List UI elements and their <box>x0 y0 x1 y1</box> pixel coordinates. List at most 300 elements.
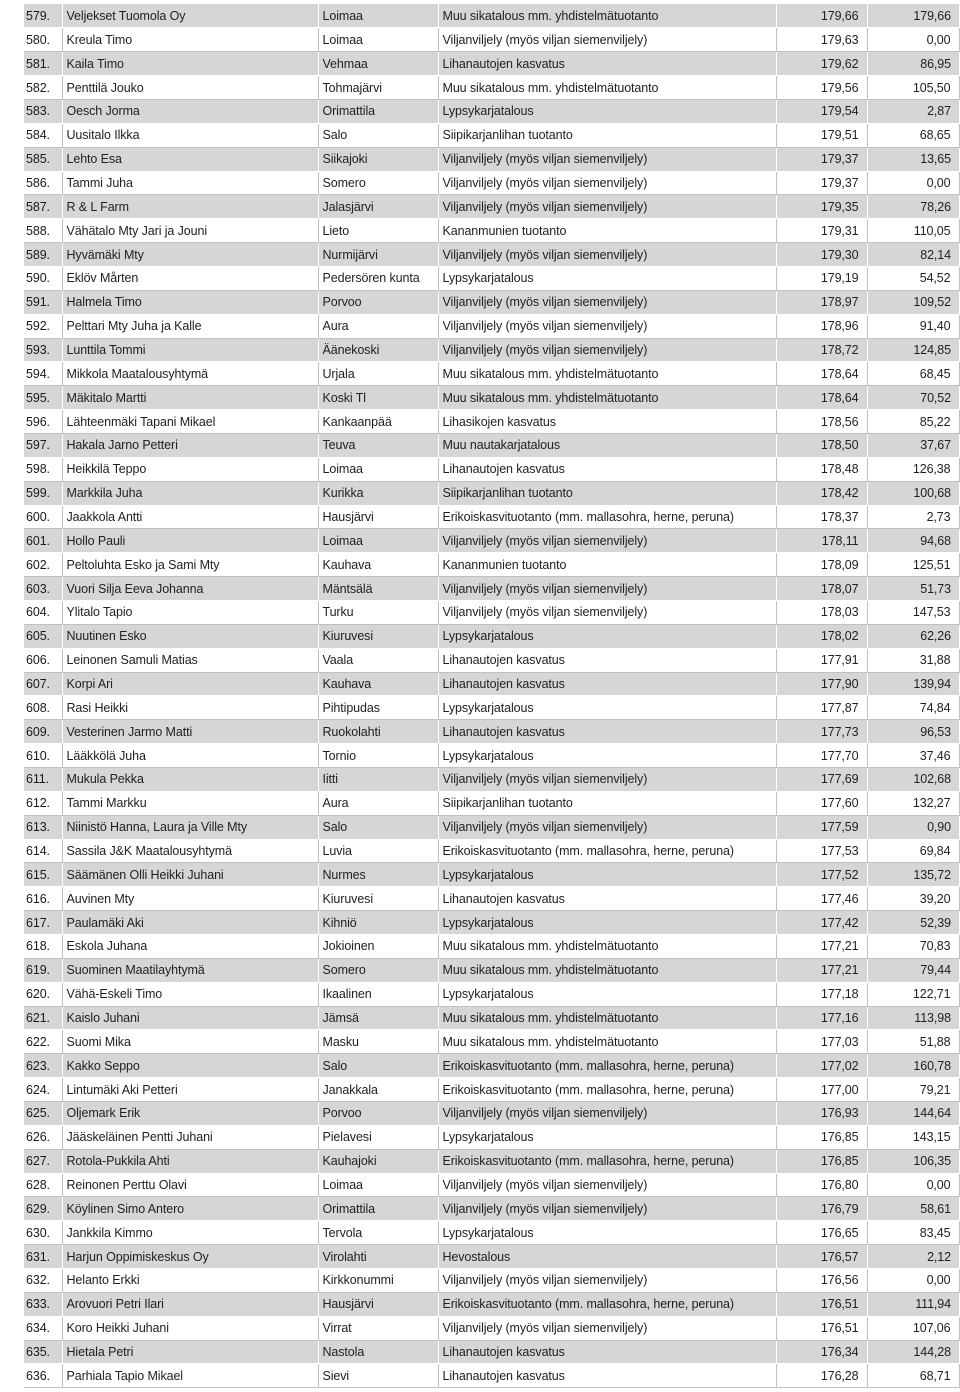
value-1-cell: 176,34 <box>776 1340 867 1364</box>
value-2-cell: 179,66 <box>867 4 959 28</box>
production-type-cell: Siipikarjanlihan tuotanto <box>438 791 776 815</box>
rank-cell: 636. <box>24 1364 62 1388</box>
value-1-cell: 177,46 <box>776 887 867 911</box>
rank-cell: 582. <box>24 76 62 100</box>
production-type-cell: Muu sikatalous mm. yhdistelmätuotanto <box>438 1006 776 1030</box>
municipality-cell: Salo <box>318 815 438 839</box>
value-1-cell: 176,57 <box>776 1245 867 1269</box>
value-1-cell: 178,42 <box>776 481 867 505</box>
value-1-cell: 177,00 <box>776 1078 867 1102</box>
rank-cell: 596. <box>24 410 62 434</box>
farm-name-cell: Lintumäki Aki Petteri <box>62 1078 318 1102</box>
farm-name-cell: Markkila Juha <box>62 481 318 505</box>
farm-name-cell: Korpi Ari <box>62 672 318 696</box>
table-row <box>24 624 959 648</box>
table-row <box>24 529 959 553</box>
farm-name-cell: Nuutinen Esko <box>62 624 318 648</box>
municipality-cell: Lieto <box>318 219 438 243</box>
municipality-cell: Orimattila <box>318 1197 438 1221</box>
value-1-cell: 176,79 <box>776 1197 867 1221</box>
farm-name-cell: Hietala Petri <box>62 1340 318 1364</box>
rank-cell: 592. <box>24 314 62 338</box>
table-row <box>24 410 959 434</box>
table-row <box>24 314 959 338</box>
table-row <box>24 1364 959 1388</box>
rank-cell: 624. <box>24 1078 62 1102</box>
table-row <box>24 1006 959 1030</box>
value-2-cell: 139,94 <box>867 672 959 696</box>
production-type-cell: Kananmunien tuotanto <box>438 553 776 577</box>
table-row <box>24 457 959 481</box>
value-1-cell: 178,37 <box>776 505 867 529</box>
rank-cell: 631. <box>24 1245 62 1269</box>
farm-name-cell: Rotola-Pukkila Ahti <box>62 1149 318 1173</box>
value-1-cell: 176,85 <box>776 1149 867 1173</box>
table-row <box>24 1149 959 1173</box>
municipality-cell: Jokioinen <box>318 935 438 959</box>
rank-cell: 626. <box>24 1125 62 1149</box>
value-2-cell: 0,00 <box>867 171 959 195</box>
value-2-cell: 54,52 <box>867 266 959 290</box>
table-row <box>24 553 959 577</box>
table-row <box>24 28 959 52</box>
production-type-cell: Lypsykarjatalous <box>438 99 776 123</box>
municipality-cell: Tervola <box>318 1221 438 1245</box>
rank-cell: 601. <box>24 529 62 553</box>
municipality-cell: Ruokolahti <box>318 720 438 744</box>
rank-cell: 622. <box>24 1030 62 1054</box>
value-2-cell: 160,78 <box>867 1054 959 1078</box>
table-row <box>24 1078 959 1102</box>
farm-name-cell: Jankkila Kimmo <box>62 1221 318 1245</box>
table-row <box>24 1102 959 1126</box>
value-1-cell: 177,91 <box>776 648 867 672</box>
table-row <box>24 1292 959 1316</box>
production-type-cell: Lypsykarjatalous <box>438 266 776 290</box>
value-1-cell: 177,90 <box>776 672 867 696</box>
table-row <box>24 815 959 839</box>
value-1-cell: 179,37 <box>776 147 867 171</box>
farm-name-cell: Vuori Silja Eeva Johanna <box>62 577 318 601</box>
rank-cell: 633. <box>24 1292 62 1316</box>
table-row <box>24 1030 959 1054</box>
value-2-cell: 37,67 <box>867 433 959 457</box>
table-row <box>24 1340 959 1364</box>
table-row <box>24 768 959 792</box>
table-row <box>24 481 959 505</box>
rank-cell: 594. <box>24 362 62 386</box>
value-1-cell: 177,60 <box>776 791 867 815</box>
value-1-cell: 177,53 <box>776 839 867 863</box>
value-2-cell: 69,84 <box>867 839 959 863</box>
rank-cell: 617. <box>24 911 62 935</box>
municipality-cell: Jämsä <box>318 1006 438 1030</box>
value-1-cell: 178,97 <box>776 290 867 314</box>
value-2-cell: 74,84 <box>867 696 959 720</box>
municipality-cell: Urjala <box>318 362 438 386</box>
value-1-cell: 179,51 <box>776 123 867 147</box>
farm-name-cell: Helanto Erkki <box>62 1269 318 1293</box>
rank-cell: 610. <box>24 744 62 768</box>
farm-name-cell: Tammi Juha <box>62 171 318 195</box>
rank-cell: 590. <box>24 266 62 290</box>
municipality-cell: Loimaa <box>318 1173 438 1197</box>
farm-ranking-table <box>24 4 960 1388</box>
farm-name-cell: R & L Farm <box>62 195 318 219</box>
table-row <box>24 1221 959 1245</box>
value-2-cell: 37,46 <box>867 744 959 768</box>
table-row <box>24 219 959 243</box>
rank-cell: 635. <box>24 1340 62 1364</box>
table-row <box>24 935 959 959</box>
value-1-cell: 177,03 <box>776 1030 867 1054</box>
farm-name-cell: Kakko Seppo <box>62 1054 318 1078</box>
rank-cell: 616. <box>24 887 62 911</box>
farm-name-cell: Lehto Esa <box>62 147 318 171</box>
production-type-cell: Lypsykarjatalous <box>438 863 776 887</box>
value-1-cell: 178,64 <box>776 386 867 410</box>
value-1-cell: 176,56 <box>776 1269 867 1293</box>
production-type-cell: Lypsykarjatalous <box>438 1221 776 1245</box>
production-type-cell: Hevostalous <box>438 1245 776 1269</box>
municipality-cell: Hausjärvi <box>318 505 438 529</box>
production-type-cell: Lihasikojen kasvatus <box>438 410 776 434</box>
production-type-cell: Muu sikatalous mm. yhdistelmätuotanto <box>438 76 776 100</box>
production-type-cell: Lihanautojen kasvatus <box>438 1340 776 1364</box>
table-row <box>24 362 959 386</box>
value-1-cell: 177,42 <box>776 911 867 935</box>
farm-name-cell: Tammi Markku <box>62 791 318 815</box>
rank-cell: 602. <box>24 553 62 577</box>
table-row <box>24 577 959 601</box>
table-row <box>24 600 959 624</box>
production-type-cell: Siipikarjanlihan tuotanto <box>438 481 776 505</box>
value-1-cell: 177,69 <box>776 768 867 792</box>
farm-name-cell: Vähätalo Mty Jari ja Jouni <box>62 219 318 243</box>
municipality-cell: Ikaalinen <box>318 982 438 1006</box>
rank-cell: 634. <box>24 1316 62 1340</box>
value-1-cell: 179,37 <box>776 171 867 195</box>
value-1-cell: 176,28 <box>776 1364 867 1388</box>
rank-cell: 608. <box>24 696 62 720</box>
value-1-cell: 177,87 <box>776 696 867 720</box>
value-1-cell: 178,56 <box>776 410 867 434</box>
table-row <box>24 171 959 195</box>
value-2-cell: 135,72 <box>867 863 959 887</box>
value-1-cell: 179,31 <box>776 219 867 243</box>
farm-name-cell: Jääskeläinen Pentti Juhani <box>62 1125 318 1149</box>
value-2-cell: 110,05 <box>867 219 959 243</box>
table-row <box>24 958 959 982</box>
value-2-cell: 0,00 <box>867 28 959 52</box>
production-type-cell: Muu sikatalous mm. yhdistelmätuotanto <box>438 362 776 386</box>
value-2-cell: 0,90 <box>867 815 959 839</box>
municipality-cell: Kirkkonummi <box>318 1269 438 1293</box>
value-1-cell: 179,30 <box>776 243 867 267</box>
table-row <box>24 433 959 457</box>
municipality-cell: Somero <box>318 171 438 195</box>
value-2-cell: 91,40 <box>867 314 959 338</box>
production-type-cell: Viljanviljely (myös viljan siemenviljely) <box>438 195 776 219</box>
value-1-cell: 177,16 <box>776 1006 867 1030</box>
municipality-cell: Tohmajärvi <box>318 76 438 100</box>
value-2-cell: 126,38 <box>867 457 959 481</box>
value-2-cell: 147,53 <box>867 600 959 624</box>
table-row <box>24 1197 959 1221</box>
farm-name-cell: Mäkitalo Martti <box>62 386 318 410</box>
value-2-cell: 86,95 <box>867 52 959 76</box>
production-type-cell: Viljanviljely (myös viljan siemenviljely) <box>438 1102 776 1126</box>
municipality-cell: Vehmaa <box>318 52 438 76</box>
value-1-cell: 178,07 <box>776 577 867 601</box>
value-2-cell: 70,52 <box>867 386 959 410</box>
rank-cell: 583. <box>24 99 62 123</box>
farm-name-cell: Suomi Mika <box>62 1030 318 1054</box>
farm-name-cell: Kreula Timo <box>62 28 318 52</box>
production-type-cell: Viljanviljely (myös viljan siemenviljely) <box>438 147 776 171</box>
rank-cell: 628. <box>24 1173 62 1197</box>
production-type-cell: Lypsykarjatalous <box>438 744 776 768</box>
production-type-cell: Viljanviljely (myös viljan siemenviljely) <box>438 529 776 553</box>
value-1-cell: 177,59 <box>776 815 867 839</box>
value-2-cell: 143,15 <box>867 1125 959 1149</box>
farm-name-cell: Eskola Juhana <box>62 935 318 959</box>
value-2-cell: 144,28 <box>867 1340 959 1364</box>
table-row <box>24 290 959 314</box>
rank-cell: 621. <box>24 1006 62 1030</box>
value-2-cell: 111,94 <box>867 1292 959 1316</box>
municipality-cell: Äänekoski <box>318 338 438 362</box>
farm-name-cell: Vähä-Eskeli Timo <box>62 982 318 1006</box>
production-type-cell: Kananmunien tuotanto <box>438 219 776 243</box>
table-row <box>24 672 959 696</box>
table-row <box>24 1173 959 1197</box>
rank-cell: 613. <box>24 815 62 839</box>
municipality-cell: Turku <box>318 600 438 624</box>
value-1-cell: 177,73 <box>776 720 867 744</box>
farm-name-cell: Hyvämäki Mty <box>62 243 318 267</box>
production-type-cell: Lihanautojen kasvatus <box>438 648 776 672</box>
municipality-cell: Porvoo <box>318 1102 438 1126</box>
municipality-cell: Koski Tl <box>318 386 438 410</box>
production-type-cell: Lihanautojen kasvatus <box>438 1364 776 1388</box>
value-1-cell: 178,72 <box>776 338 867 362</box>
production-type-cell: Viljanviljely (myös viljan siemenviljely) <box>438 243 776 267</box>
value-2-cell: 122,71 <box>867 982 959 1006</box>
value-1-cell: 178,02 <box>776 624 867 648</box>
farm-name-cell: Hakala Jarno Petteri <box>62 433 318 457</box>
production-type-cell: Muu sikatalous mm. yhdistelmätuotanto <box>438 4 776 28</box>
value-1-cell: 178,48 <box>776 457 867 481</box>
value-2-cell: 52,39 <box>867 911 959 935</box>
rank-cell: 614. <box>24 839 62 863</box>
municipality-cell: Nastola <box>318 1340 438 1364</box>
table-row <box>24 99 959 123</box>
table-row <box>24 52 959 76</box>
farm-name-cell: Kaila Timo <box>62 52 318 76</box>
value-2-cell: 83,45 <box>867 1221 959 1245</box>
value-2-cell: 106,35 <box>867 1149 959 1173</box>
municipality-cell: Nurmijärvi <box>318 243 438 267</box>
value-1-cell: 177,02 <box>776 1054 867 1078</box>
production-type-cell: Lypsykarjatalous <box>438 696 776 720</box>
value-2-cell: 96,53 <box>867 720 959 744</box>
table-row <box>24 1316 959 1340</box>
value-1-cell: 178,03 <box>776 600 867 624</box>
value-2-cell: 68,45 <box>867 362 959 386</box>
farm-name-cell: Suominen Maatilayhtymä <box>62 958 318 982</box>
farm-name-cell: Lunttila Tommi <box>62 338 318 362</box>
value-1-cell: 179,66 <box>776 4 867 28</box>
farm-name-cell: Säämänen Olli Heikki Juhani <box>62 863 318 887</box>
municipality-cell: Iitti <box>318 768 438 792</box>
value-1-cell: 179,56 <box>776 76 867 100</box>
rank-cell: 603. <box>24 577 62 601</box>
value-1-cell: 176,51 <box>776 1316 867 1340</box>
farm-name-cell: Sassila J&K Maatalousyhtymä <box>62 839 318 863</box>
table-row <box>24 1054 959 1078</box>
production-type-cell: Muu sikatalous mm. yhdistelmätuotanto <box>438 935 776 959</box>
value-1-cell: 176,93 <box>776 1102 867 1126</box>
farm-name-cell: Paulamäki Aki <box>62 911 318 935</box>
value-1-cell: 177,21 <box>776 935 867 959</box>
municipality-cell: Virolahti <box>318 1245 438 1269</box>
rank-cell: 625. <box>24 1102 62 1126</box>
rank-cell: 591. <box>24 290 62 314</box>
table-row <box>24 338 959 362</box>
value-2-cell: 0,00 <box>867 1173 959 1197</box>
farm-name-cell: Uusitalo Ilkka <box>62 123 318 147</box>
municipality-cell: Luvia <box>318 839 438 863</box>
municipality-cell: Loimaa <box>318 28 438 52</box>
value-1-cell: 179,62 <box>776 52 867 76</box>
rank-cell: 581. <box>24 52 62 76</box>
value-2-cell: 78,26 <box>867 195 959 219</box>
value-1-cell: 177,18 <box>776 982 867 1006</box>
value-2-cell: 2,87 <box>867 99 959 123</box>
farm-name-cell: Veljekset Tuomola Oy <box>62 4 318 28</box>
municipality-cell: Kauhajoki <box>318 1149 438 1173</box>
rank-cell: 609. <box>24 720 62 744</box>
farm-name-cell: Arovuori Petri Ilari <box>62 1292 318 1316</box>
municipality-cell: Orimattila <box>318 99 438 123</box>
table-row <box>24 648 959 672</box>
municipality-cell: Kihniö <box>318 911 438 935</box>
table-row <box>24 4 959 28</box>
municipality-cell: Janakkala <box>318 1078 438 1102</box>
rank-cell: 606. <box>24 648 62 672</box>
farm-name-cell: Koro Heikki Juhani <box>62 1316 318 1340</box>
rank-cell: 597. <box>24 433 62 457</box>
value-2-cell: 113,98 <box>867 1006 959 1030</box>
production-type-cell: Lihanautojen kasvatus <box>438 887 776 911</box>
value-2-cell: 85,22 <box>867 410 959 434</box>
table-row <box>24 1269 959 1293</box>
value-1-cell: 178,64 <box>776 362 867 386</box>
value-2-cell: 144,64 <box>867 1102 959 1126</box>
value-2-cell: 79,44 <box>867 958 959 982</box>
municipality-cell: Somero <box>318 958 438 982</box>
rank-cell: 595. <box>24 386 62 410</box>
value-1-cell: 178,11 <box>776 529 867 553</box>
farm-name-cell: Jaakkola Antti <box>62 505 318 529</box>
value-2-cell: 51,88 <box>867 1030 959 1054</box>
farm-name-cell: Heikkilä Teppo <box>62 457 318 481</box>
rank-cell: 618. <box>24 935 62 959</box>
farm-name-cell: Rasi Heikki <box>62 696 318 720</box>
farm-name-cell: Vesterinen Jarmo Matti <box>62 720 318 744</box>
farm-name-cell: Ylitalo Tapio <box>62 600 318 624</box>
production-type-cell: Viljanviljely (myös viljan siemenviljely) <box>438 1269 776 1293</box>
table-row <box>24 195 959 219</box>
value-2-cell: 39,20 <box>867 887 959 911</box>
value-2-cell: 62,26 <box>867 624 959 648</box>
rank-cell: 615. <box>24 863 62 887</box>
municipality-cell: Salo <box>318 123 438 147</box>
value-2-cell: 2,12 <box>867 1245 959 1269</box>
production-type-cell: Lypsykarjatalous <box>438 624 776 648</box>
municipality-cell: Kankaanpää <box>318 410 438 434</box>
value-1-cell: 176,85 <box>776 1125 867 1149</box>
rank-cell: 604. <box>24 600 62 624</box>
farm-name-cell: Mikkola Maatalousyhtymä <box>62 362 318 386</box>
municipality-cell: Nurmes <box>318 863 438 887</box>
rank-cell: 611. <box>24 768 62 792</box>
farm-name-cell: Lääkkölä Juha <box>62 744 318 768</box>
production-type-cell: Muu sikatalous mm. yhdistelmätuotanto <box>438 1030 776 1054</box>
production-type-cell: Viljanviljely (myös viljan siemenviljely) <box>438 171 776 195</box>
table-row <box>24 791 959 815</box>
production-type-cell: Lypsykarjatalous <box>438 1125 776 1149</box>
table-row <box>24 123 959 147</box>
municipality-cell: Sievi <box>318 1364 438 1388</box>
municipality-cell: Virrat <box>318 1316 438 1340</box>
production-type-cell: Viljanviljely (myös viljan siemenviljely) <box>438 600 776 624</box>
rank-cell: 599. <box>24 481 62 505</box>
production-type-cell: Viljanviljely (myös viljan siemenviljely) <box>438 314 776 338</box>
municipality-cell: Pielavesi <box>318 1125 438 1149</box>
rank-cell: 600. <box>24 505 62 529</box>
value-2-cell: 124,85 <box>867 338 959 362</box>
farm-name-cell: Kaislo Juhani <box>62 1006 318 1030</box>
table-body <box>24 4 959 1388</box>
municipality-cell: Kauhava <box>318 553 438 577</box>
table-row <box>24 1245 959 1269</box>
value-2-cell: 68,65 <box>867 123 959 147</box>
production-type-cell: Muu nautakarjatalous <box>438 433 776 457</box>
municipality-cell: Loimaa <box>318 457 438 481</box>
municipality-cell: Loimaa <box>318 4 438 28</box>
table-row <box>24 266 959 290</box>
value-1-cell: 179,19 <box>776 266 867 290</box>
table-row <box>24 839 959 863</box>
rank-cell: 612. <box>24 791 62 815</box>
value-1-cell: 177,52 <box>776 863 867 887</box>
farm-name-cell: Halmela Timo <box>62 290 318 314</box>
municipality-cell: Salo <box>318 1054 438 1078</box>
rank-cell: 589. <box>24 243 62 267</box>
production-type-cell: Viljanviljely (myös viljan siemenviljely) <box>438 290 776 314</box>
value-2-cell: 132,27 <box>867 791 959 815</box>
value-2-cell: 125,51 <box>867 553 959 577</box>
value-1-cell: 176,65 <box>776 1221 867 1245</box>
rank-cell: 619. <box>24 958 62 982</box>
value-2-cell: 51,73 <box>867 577 959 601</box>
production-type-cell: Viljanviljely (myös viljan siemenviljely) <box>438 1197 776 1221</box>
value-1-cell: 177,70 <box>776 744 867 768</box>
production-type-cell: Viljanviljely (myös viljan siemenviljely) <box>438 1173 776 1197</box>
value-2-cell: 105,50 <box>867 76 959 100</box>
